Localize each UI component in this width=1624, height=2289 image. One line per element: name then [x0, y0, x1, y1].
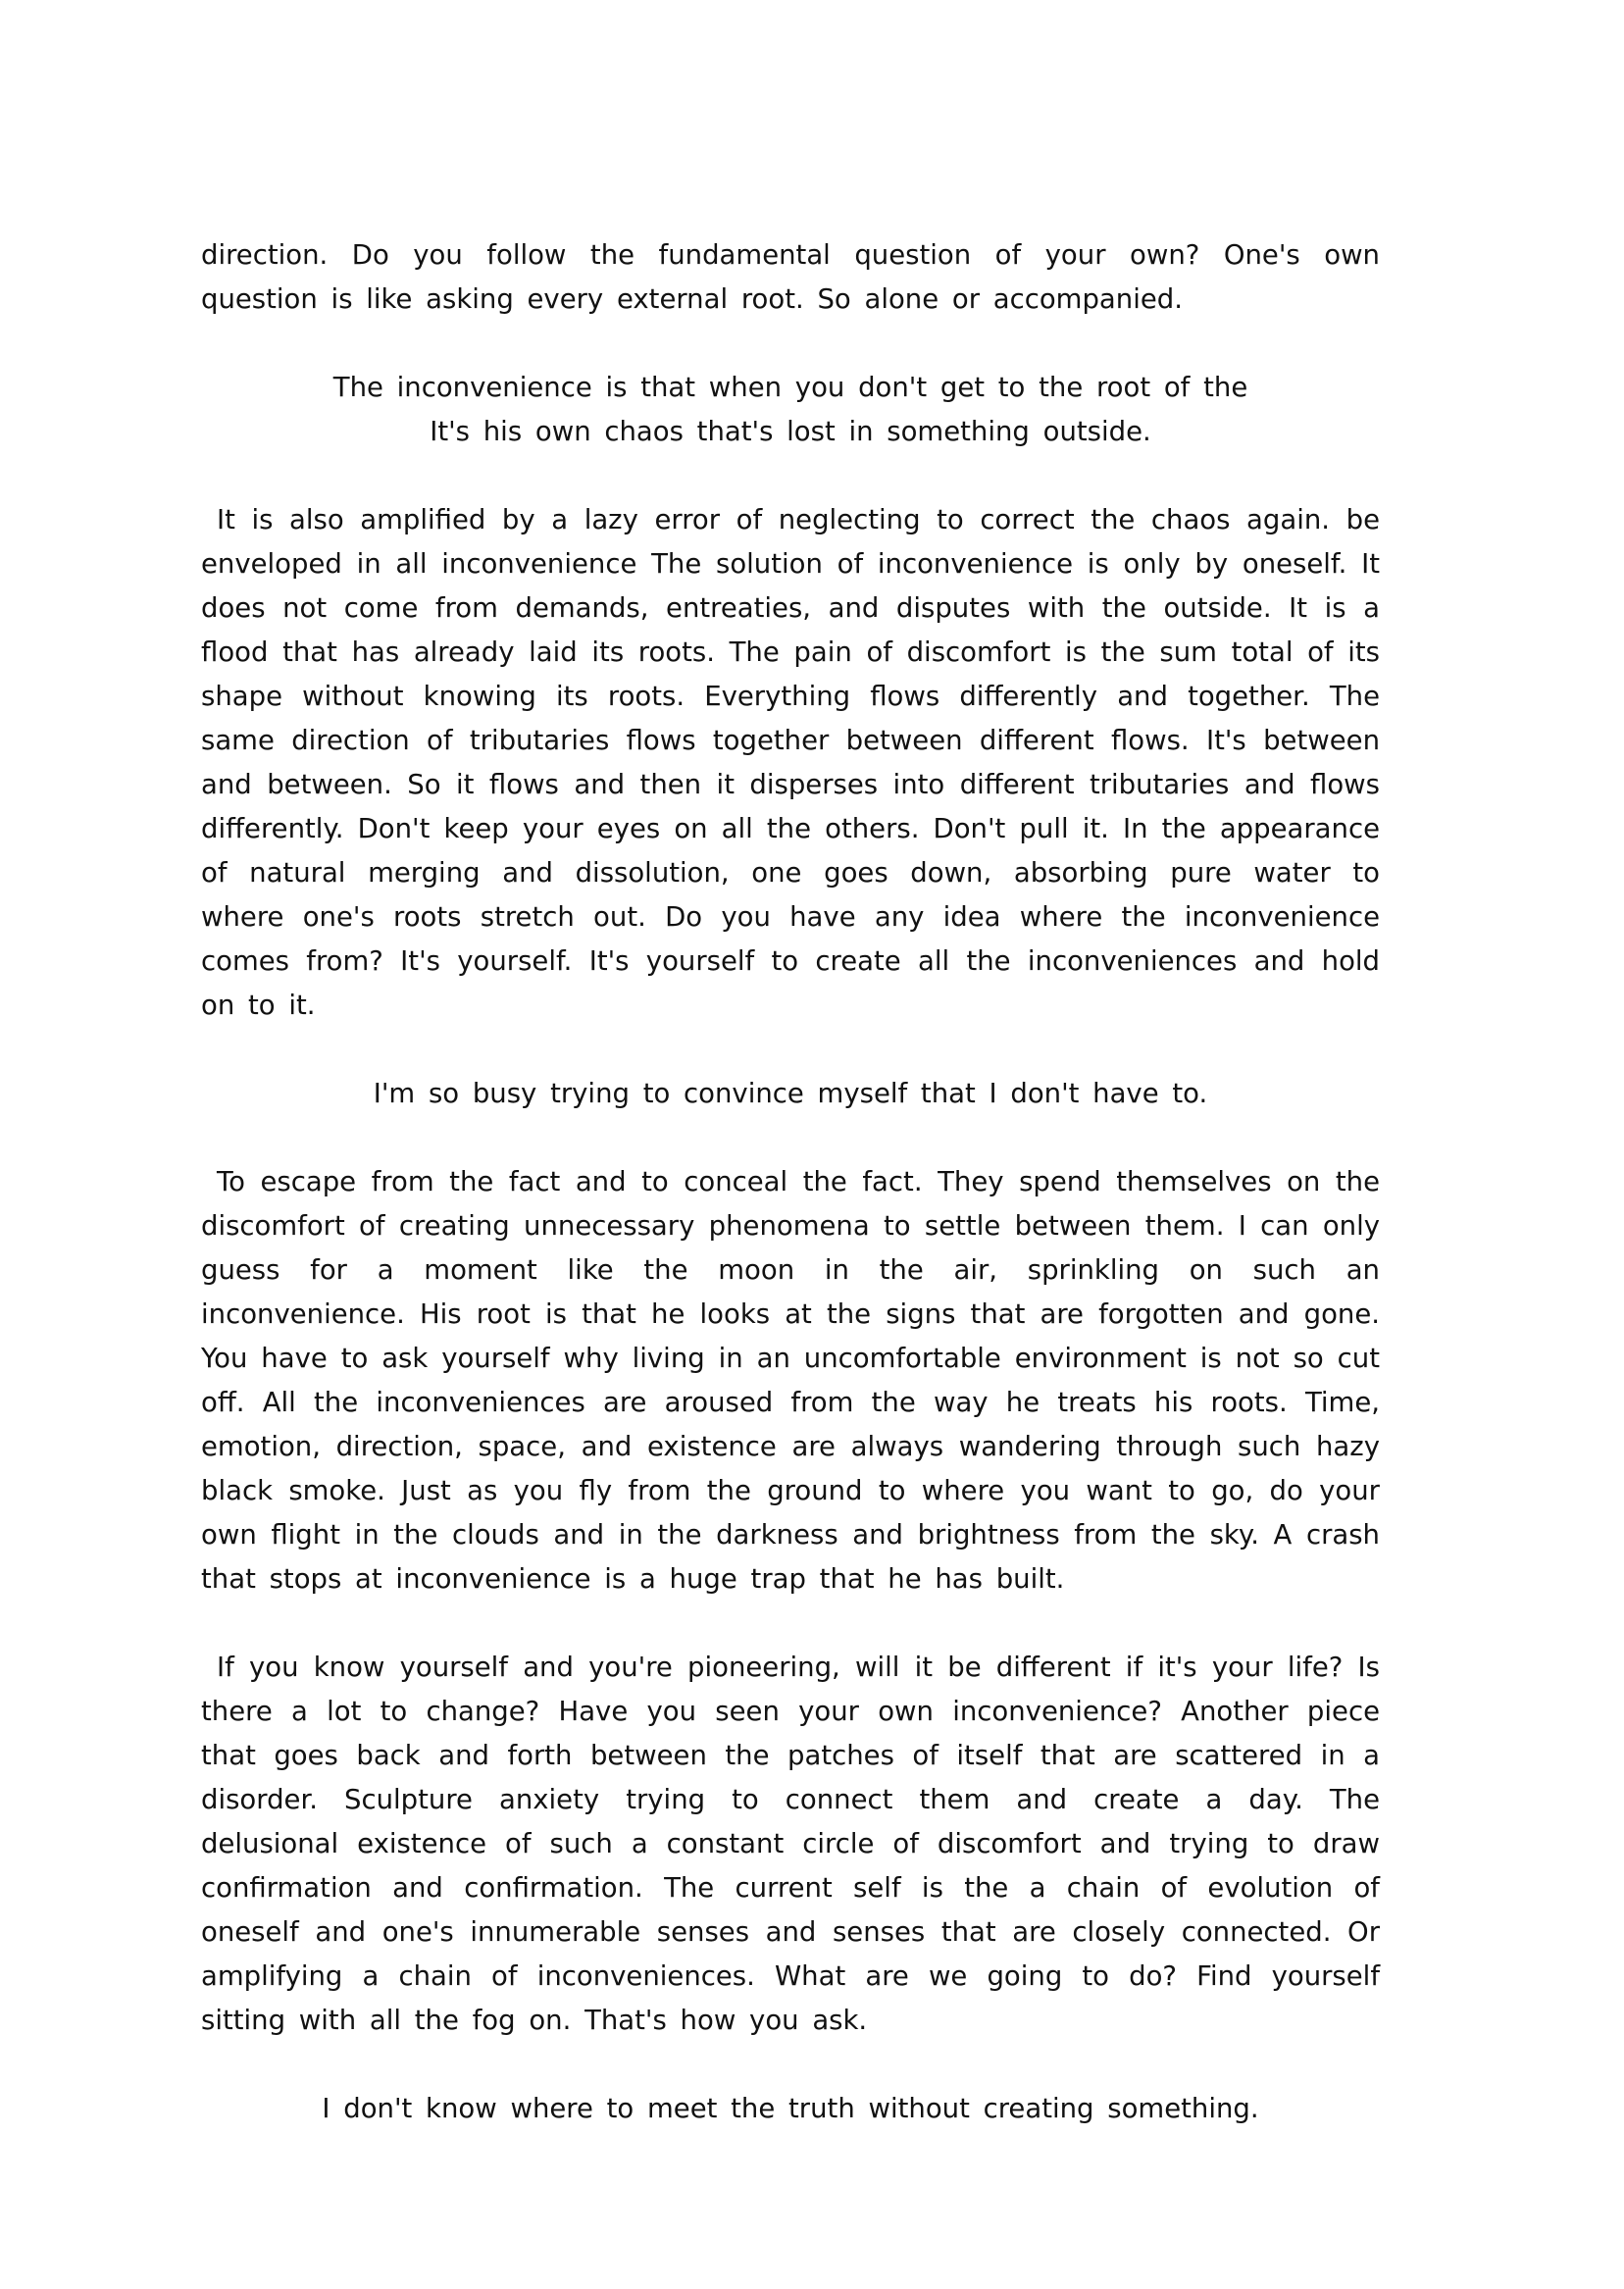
- paragraph-3: To escape from the fact and to conceal the fact. They spend themselves on the discomfort of creating unnecessary phenomena to settle between them. I can only guess for a moment like the moon in the air, sprinkling on such an inconvenience. His root is that he looks at the signs that are forgotten and gone. You have to ask yourself why living in an uncomfortable environment is not so cut off. All the inconveniences are aroused from the way he treats his roots. Time, emotion, direction, space, and existence are always wandering through such hazy black smoke. Just as you fly from the ground to where you want to go, do your own flight in the clouds and in the darkness and brightness from the sky. A crash that stops at inconvenience is a huge trap that he has built.: [201, 1166, 1380, 1595]
- page-body: [201, 233, 1380, 2175]
- centered-quote-1-line-1: The inconvenience is that when you don't get to the root of the: [332, 372, 1248, 403]
- centered-quote-2-line: I'm so busy trying to convince myself that I don't have to.: [373, 1078, 1208, 1109]
- paragraph-4: If you know yourself and you're pioneering, will it be different if it's your life? Is there a lot to change? Have you seen your own inconvenience? Another piece that goes back and forth between the patches of itself that are scattered in a disorder. Sculpture anxiety trying to connect them and create a day. The delusional existence of such a constant circle of discomfort and trying to draw confirmation and confirmation. The current self is the a chain of evolution of oneself and one's innumerable senses and senses that are closely connected. Or amplifying a chain of inconveniences. What are we going to do? Find yourself sitting with all the fog on. That's how you ask.: [201, 1652, 1380, 2036]
- paragraph-2: It is also amplified by a lazy error of neglecting to correct the chaos again. be enveloped in all inconvenience The solution of inconvenience is only by oneself. It does not come from demands, entreaties, and disputes with the outside. It is a flood that has already laid its roots. The pain of discomfort is the sum total of its shape without knowing its roots. Everything flows differently and together. The same direction of tributaries flows together between different flows. It's between and between. So it flows and then it disperses into different tributaries and flows differently. Don't keep your eyes on all the others. Don't pull it. In the appearance of natural merging and dissolution, one goes down, absorbing pure water to where one's roots stretch out. Do you have any idea where the inconvenience comes from? It's yourself. It's yourself to create all the inconveniences and hold on to it.: [201, 504, 1380, 1021]
- centered-quote-1-line-2: It's his own chaos that's lost in something outside.: [430, 416, 1151, 447]
- centered-quote-2: [201, 1072, 1380, 1116]
- centered-quote-3-line: I don't know where to meet the truth without creating something.: [322, 2093, 1259, 2124]
- centered-quote-3: [201, 2087, 1380, 2131]
- paragraph-1: direction. Do you follow the fundamental question of your own? One's own question is like asking every external root. So alone or accompanied.: [201, 239, 1380, 315]
- centered-quote-1: [201, 366, 1380, 454]
